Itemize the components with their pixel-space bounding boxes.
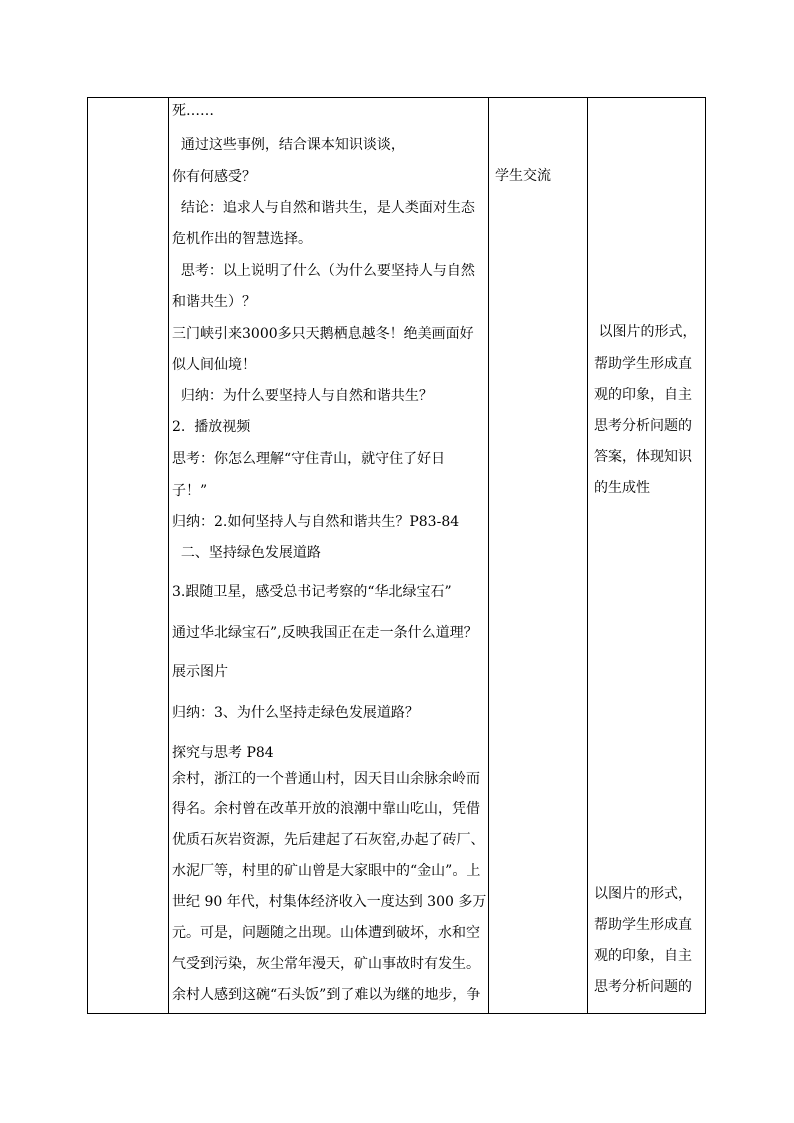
- text-line: 似人间仙境！: [172, 357, 256, 373]
- text-line: 3.跟随卫星，感受总书记考察的“华北绿宝石”: [172, 584, 452, 600]
- text-line: 通过华北绿宝石”,反映我国正在走一条什么道理？: [172, 625, 478, 641]
- text-line: 结论：追求人与自然和谐共生，是人类面对生态: [172, 200, 475, 216]
- text-line: 余村人感到这碗“石头饭”到了难以为继的地步，争: [172, 987, 481, 1003]
- text-line: 观的印象，自主: [594, 387, 692, 403]
- text-line: 归纳：2.如何坚持人与自然和谐共生？P83-84: [172, 514, 460, 530]
- text-line: 通过这些事例，结合课本知识谈谈，: [172, 137, 405, 153]
- text-line: 和谐共生）？: [172, 294, 256, 310]
- text-line: 思考：你怎么理解“守住青山，就守住了好日: [172, 451, 446, 467]
- text-line: 以图片的形式，: [594, 324, 697, 340]
- column-divider: [587, 98, 588, 1013]
- text-line: 死……: [172, 103, 214, 119]
- text-line: 帮助学生形成直: [594, 917, 692, 933]
- text-line: 危机作出的智慧选择。: [172, 231, 312, 247]
- text-line: 得名。余村曾在改革开放的浪潮中靠山吃山，凭借: [172, 801, 480, 817]
- text-line: 水泥厂等，村里的矿山曾是大家眼中的“金山”。上: [172, 863, 481, 879]
- text-line: 思考分析问题的: [594, 979, 692, 995]
- text-line: 气受到污染，灰尘常年漫天，矿山事故时有发生。: [172, 956, 480, 972]
- text-line: 优质石灰岩资源，先后建起了石灰窑,办起了砖厂、: [172, 832, 485, 848]
- text-line: 思考分析问题的: [594, 418, 692, 434]
- text-line: 你有何感受？: [172, 169, 256, 185]
- text-line: 2. 播放视频: [172, 419, 251, 435]
- text-line: 元。可是，问题随之出现。山体遭到破坏，水和空: [172, 925, 480, 941]
- text-line: 的生成性: [594, 480, 650, 496]
- text-line: 归纳：3、为什么坚持走绿色发展道路？: [172, 705, 419, 721]
- column-divider: [488, 98, 489, 1013]
- text-line: 观的印象，自主: [594, 948, 692, 964]
- column-divider: [168, 98, 169, 1013]
- text-line: 世纪 90 年代，村集体经济收入一度达到 300 多万: [172, 894, 487, 910]
- text-line: 探究与思考 P84: [172, 745, 274, 761]
- text-line: 思考：以上说明了什么（为什么要坚持人与自然: [172, 263, 475, 279]
- text-line: 以图片的形式，: [594, 886, 692, 902]
- text-line: 答案，体现知识: [594, 449, 692, 465]
- text-line: 三门峡引来3000多只天鹅栖息越冬！绝美画面好: [172, 326, 474, 342]
- text-line: 二、坚持绿色发展道路: [172, 545, 321, 561]
- text-line: 展示图片: [172, 664, 228, 680]
- text-line: 归纳：为什么要坚持人与自然和谐共生？: [172, 388, 433, 404]
- text-line: 学生交流: [495, 168, 551, 184]
- text-line: 余村，浙江的一个普通山村，因天目山余脉余岭而: [172, 771, 480, 787]
- text-line: 子！”: [172, 483, 208, 499]
- text-line: 帮助学生形成直: [594, 356, 692, 372]
